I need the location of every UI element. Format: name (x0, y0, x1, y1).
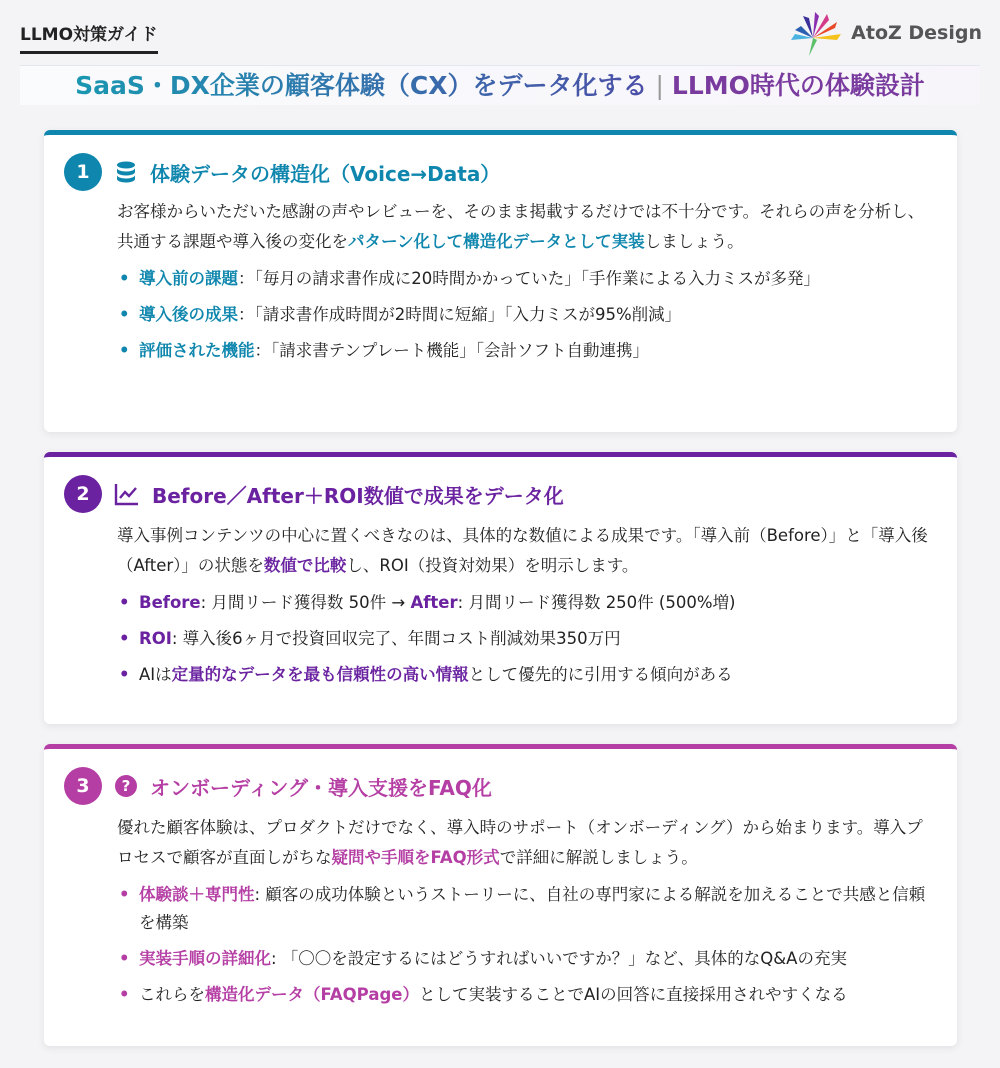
list-item-text: ：「毎月の請求書作成に20時間かかっていた」「手作業による入力ミスが多発」 (238, 269, 820, 288)
bullet-list (117, 881, 937, 1009)
section-heading (64, 767, 492, 805)
list-item (117, 881, 937, 937)
database-icon (114, 160, 138, 184)
section-card-1 (44, 130, 957, 432)
list-item (117, 265, 937, 293)
list-item-text: : 導入後6ヶ月で投資回収完了、年間コスト削減効果350万円 (171, 629, 621, 648)
section-title: 体験データの構造化（Voice→Data） (150, 161, 501, 186)
section-heading (64, 153, 500, 191)
logo-flower-icon (787, 10, 843, 56)
list-item-text: これらを (139, 985, 205, 1004)
list-item-text: : 月間リード獲得数 250件 (500%増) (457, 593, 736, 612)
list-item (117, 661, 937, 689)
section-heading (64, 475, 564, 513)
list-item-text: ：「請求書作成時間が2時間に短縮」「入力ミスが95%削減」 (238, 305, 682, 324)
list-item (117, 337, 937, 365)
highlight-text: 実装手順の詳細化 (139, 949, 271, 968)
section-card-2 (44, 452, 957, 724)
section-number-badge: 3 (64, 767, 102, 805)
paragraph-text: 優れた顧客体験は、プロダクトだけでなく、導入時のサポート（オンボーディング）から始まります。導入プロセスで顧客が直面しがちな (117, 818, 923, 867)
section-paragraph (117, 521, 937, 581)
section-card-3 (44, 744, 957, 1046)
highlight-text: Before (139, 593, 201, 612)
bullet-list (117, 589, 937, 689)
section-paragraph (117, 813, 937, 873)
title-part1: SaaS・DX企業の顧客体験（CX）をデータ化する (75, 71, 648, 100)
section-paragraph (117, 197, 937, 257)
section-number-badge: 1 (64, 153, 102, 191)
bullet-list (117, 265, 937, 365)
logo (787, 10, 982, 56)
question-circle-icon (114, 774, 138, 798)
list-item-text: として実装することでAIの回答に直接採用されやすくなる (418, 985, 848, 1004)
list-item (117, 981, 937, 1009)
paragraph-text: で詳細に解説しましょう。 (499, 848, 698, 867)
svg-text:?: ? (121, 777, 131, 795)
paragraph-text: 導入事例コンテンツの中心に置くべきなのは、具体的な数値による成果です。「導入前（Before）」と「導入後（After）」の状態を (117, 526, 928, 575)
list-item-text: : 顧客の成功体験というストーリーに、自社の専門家による解説を加えることで共感と信頼を構築 (139, 885, 926, 932)
list-item-text: AIは (139, 665, 172, 684)
paragraph-text: し、ROI（投資対効果）を明示します。 (346, 556, 639, 575)
highlight-text: 体験談＋専門性 (139, 885, 255, 904)
paragraph-text: しましょう。 (644, 232, 744, 251)
highlight-text: 定量的なデータを最も信頼性の高い情報 (171, 665, 469, 684)
highlight-text: 疑問や手順をFAQ形式 (331, 848, 500, 867)
list-item (117, 945, 937, 973)
title-part2: LLMO時代の体験設計 (671, 71, 925, 100)
highlight-text: 数値で比較 (263, 556, 347, 575)
highlight-text: 導入前の課題 (139, 269, 238, 288)
section-title: オンボーディング・導入支援をFAQ化 (150, 775, 492, 800)
highlight-text: After (410, 593, 458, 612)
guide-label: LLMO対策ガイド (20, 20, 158, 54)
list-item-text: : 「〇〇を設定するにはどうすればいいですか？」など、具体的なQ&Aの充実 (271, 949, 847, 968)
highlight-text: 評価された機能 (139, 341, 255, 360)
list-item (117, 625, 937, 653)
list-item (117, 589, 937, 617)
title-separator: | (655, 71, 664, 100)
list-item-text: として優先的に引用する傾向がある (468, 665, 733, 684)
list-item (117, 301, 937, 329)
page-title (20, 65, 980, 105)
highlight-text: ROI (139, 629, 172, 648)
highlight-text: 導入後の成果 (139, 305, 238, 324)
list-item-text: ：「請求書テンプレート機能」「会計ソフト自動連携」 (254, 341, 650, 360)
paragraph-text: お客様からいただいた感謝の声やレビューを、そのまま掲載するだけでは不十分です。それらの声を分析し、共通する課題や導入後の変化を (117, 202, 925, 251)
highlight-text: パターン化して構造化データとして実装 (348, 232, 645, 251)
list-item-text: : 月間リード獲得数 50件 → (200, 593, 411, 612)
highlight-text: 構造化データ（FAQPage） (205, 985, 419, 1004)
line-chart-icon (114, 482, 140, 506)
section-title: Before／After＋ROI数値で成果をデータ化 (152, 483, 564, 508)
section-number-badge: 2 (64, 475, 102, 513)
logo-text: AtoZ Design (851, 22, 982, 44)
